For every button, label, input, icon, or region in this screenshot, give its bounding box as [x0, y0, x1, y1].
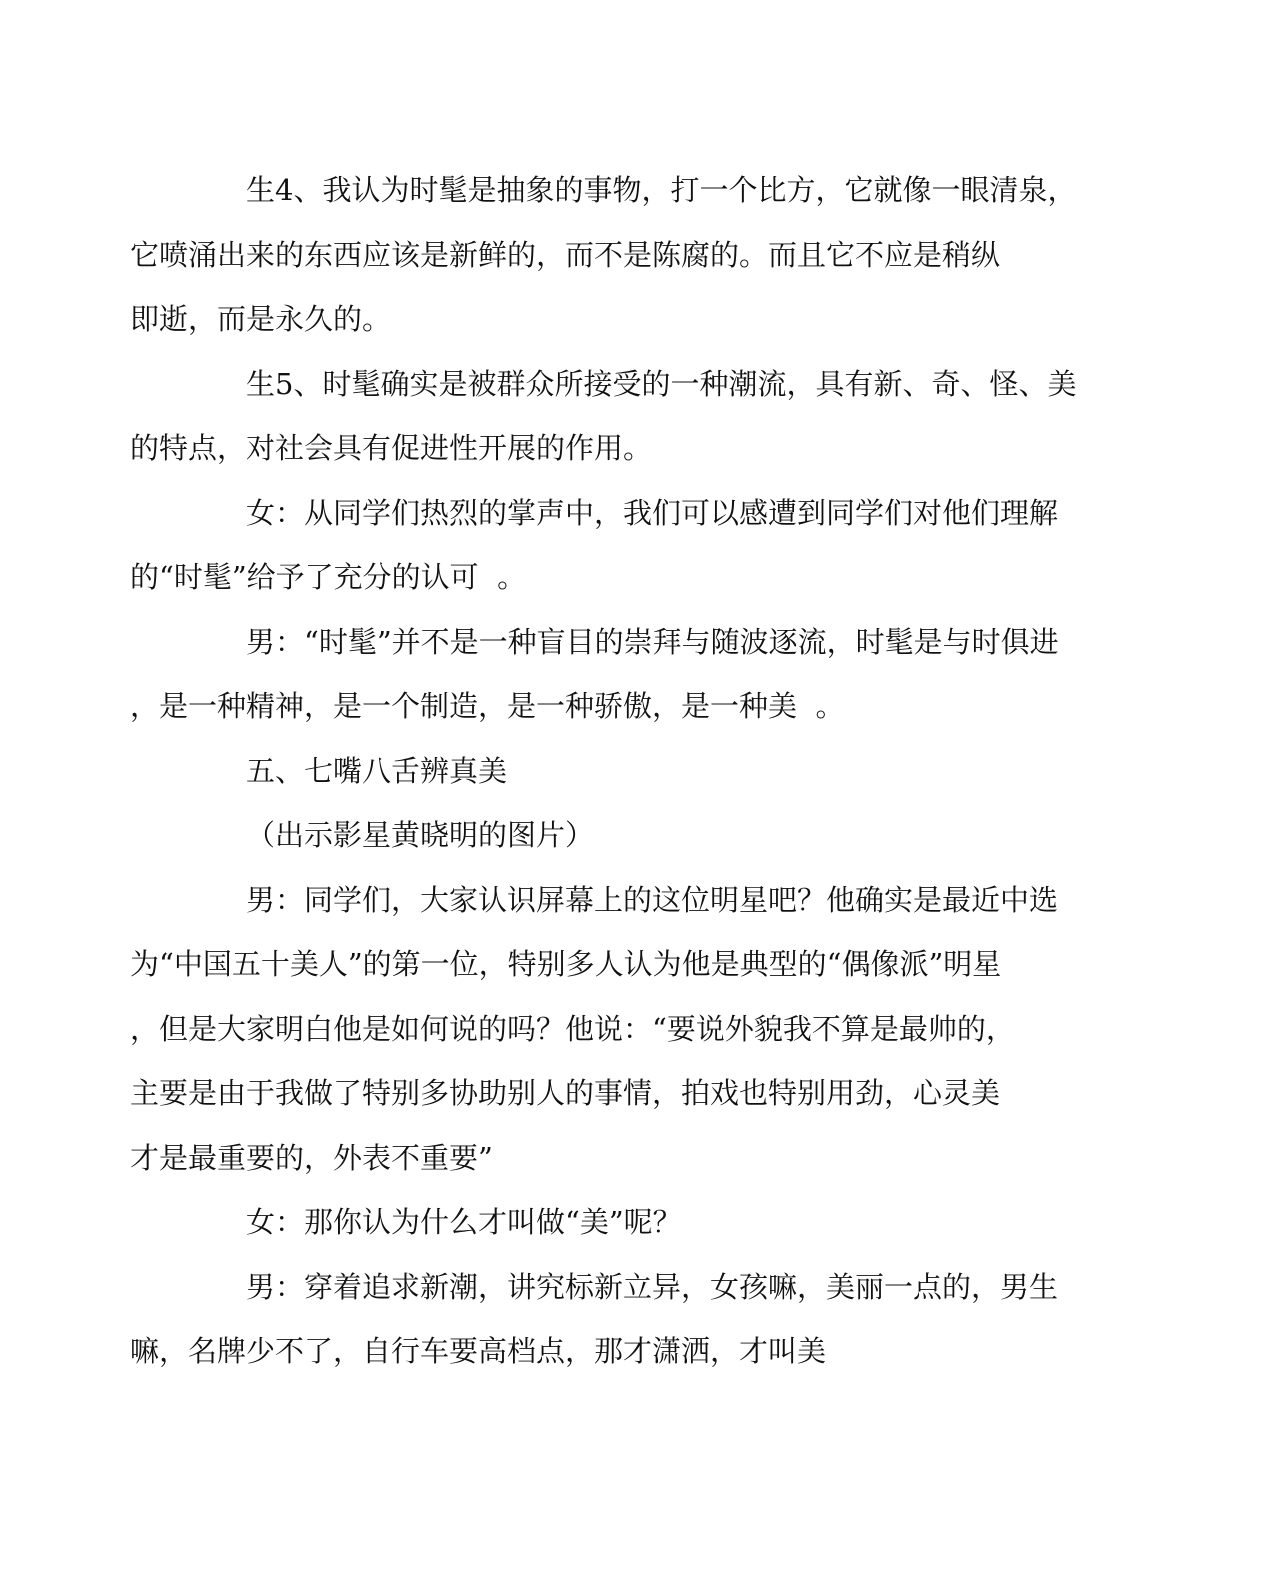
- paragraph-female-host-1: [130, 481, 1068, 610]
- text-line: 它喷涌出来的东西应该是新鲜的，而不是陈腐的。而且它不应是稍纵: [130, 237, 1001, 272]
- text-line: 女：那你认为什么才叫做“美”呢？: [246, 1205, 682, 1239]
- text-line: 才是最重要的，外表不重要”: [130, 1140, 493, 1175]
- paragraph-male-host-1: [130, 610, 1068, 739]
- text-line: ，但是大家明白他是如何说的吗？他说：“要说外貌我不算是最帅的，: [130, 1011, 1015, 1046]
- paragraph-student-4: [130, 158, 1077, 352]
- stage-direction: [188, 803, 1068, 868]
- paragraph-male-host-2: [130, 868, 1068, 1191]
- text-line: 嘛，名牌少不了，自行车要高档点，那才潇洒，才叫美: [130, 1334, 827, 1368]
- text-line: 女：从同学们热烈的掌声中，我们可以感遭到同学们对他们理解: [246, 495, 1059, 530]
- text-line: 的特点，对社会具有促进性开展的作用。: [130, 431, 653, 465]
- text-line: 主要是由于我做了特别多协助别人的事情，拍戏也特别用劲，心灵美: [130, 1076, 1001, 1110]
- text-line: 五、七嘴八舌辨真美: [246, 753, 508, 788]
- section-heading: [188, 739, 1068, 804]
- text-line: 生4、我认为时髦是抽象的事物，打一个比方，它就像一眼清泉，: [246, 173, 1077, 207]
- paragraph-female-host-2: [188, 1190, 1068, 1255]
- text-line: 即逝，而是永久的。: [130, 302, 392, 336]
- text-line: 的“时髦”给予了充分的认可 。: [130, 560, 527, 594]
- text-line: 生5、时髦确实是被群众所接受的一种潮流，具有新、奇、怪、美: [246, 366, 1077, 401]
- text-line: ，是一种精神，是一个制造，是一种骄傲，是一种美 。: [130, 689, 845, 723]
- paragraph-male-host-3: [130, 1255, 1068, 1384]
- text-line: 男：穿着追求新潮，讲究标新立异，女孩嘛，美丽一点的，男生: [246, 1269, 1059, 1304]
- text-line: （出示影星黄晓明的图片）: [246, 818, 595, 852]
- text-line: 男：同学们，大家认识屏幕上的这位明星吧？他确实是最近中选: [246, 882, 1059, 917]
- document-body: [130, 158, 1077, 1384]
- paragraph-student-5: [130, 352, 1077, 481]
- text-line: 男：“时髦”并不是一种盲目的崇拜与随波逐流，时髦是与时俱进: [246, 624, 1059, 659]
- text-line: 为“中国五十美人”的第一位，特别多人认为他是典型的“偶像派”明星: [130, 947, 1002, 981]
